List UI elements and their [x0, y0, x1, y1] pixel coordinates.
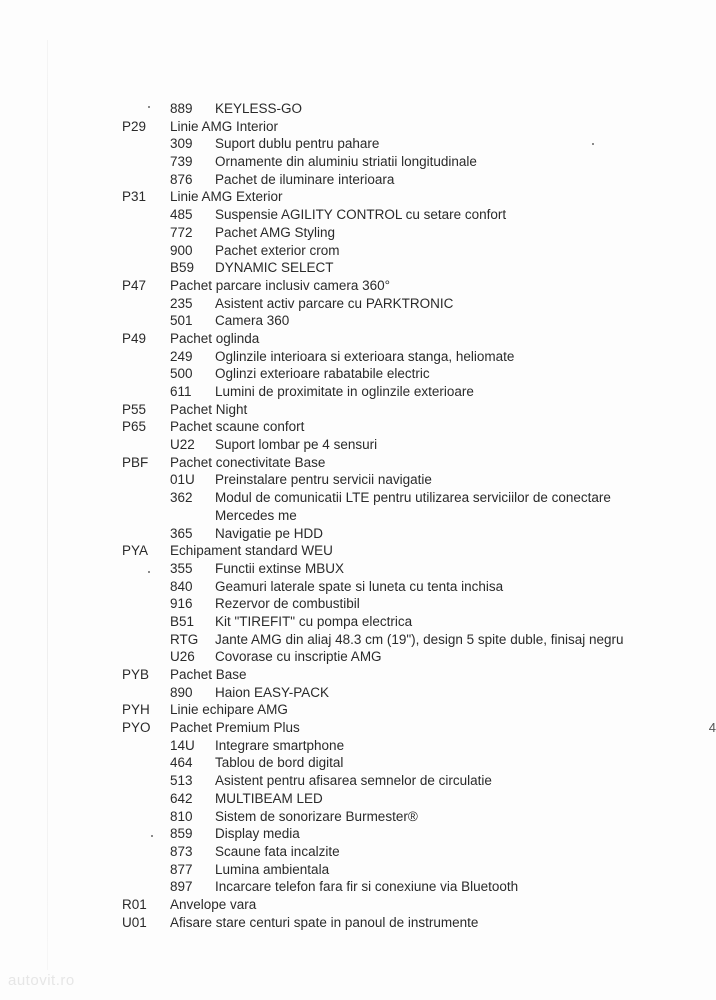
equipment-list	[0, 100, 716, 931]
option-code: 916	[170, 596, 193, 612]
package-row	[0, 277, 716, 295]
package-row	[0, 188, 716, 206]
option-code: RTG	[170, 631, 199, 647]
option-row	[0, 312, 716, 330]
option-code: 810	[170, 808, 193, 824]
package-label: Pachet conectivitate Base	[170, 454, 326, 470]
option-code: U26	[170, 649, 195, 665]
package-code: P55	[122, 401, 147, 417]
option-row	[0, 171, 716, 189]
option-label: KEYLESS-GO	[215, 101, 303, 116]
option-row	[0, 613, 716, 631]
option-label: Navigatie pe HDD	[215, 525, 324, 541]
package-label: Linie echipare AMG	[170, 702, 288, 718]
package-code: PYA	[122, 543, 149, 559]
option-code: 859	[170, 826, 193, 842]
option-row	[0, 878, 716, 896]
option-row	[0, 206, 716, 224]
option-row	[0, 808, 716, 826]
option-code: 309	[170, 136, 193, 152]
option-code: 362	[170, 490, 193, 506]
option-code: 739	[170, 154, 193, 170]
option-code: 611	[170, 384, 192, 399]
package-code: PYB	[122, 667, 150, 683]
option-label: Asistent pentru afisarea semnelor de circulatie	[215, 773, 492, 789]
package-row	[0, 418, 716, 436]
option-row	[0, 790, 716, 808]
option-label: Asistent activ parcare cu PARKTRONIC	[215, 295, 454, 311]
option-row	[0, 525, 716, 543]
option-code: 513	[170, 773, 193, 789]
option-row	[0, 365, 716, 383]
option-label: Preinstalare pentru servicii navigatie	[215, 472, 432, 488]
package-label: Linie AMG Exterior	[170, 189, 283, 205]
option-row	[0, 153, 716, 171]
option-code: 889	[170, 101, 193, 116]
option-row	[0, 772, 716, 790]
option-row	[0, 861, 716, 879]
option-row	[0, 595, 716, 613]
package-code: PYH	[122, 702, 150, 718]
option-label: Integrare smartphone	[215, 737, 345, 753]
package-code: R01	[122, 896, 147, 912]
option-row	[0, 100, 716, 118]
option-label: Lumini de proximitate in oglinzile exterioare	[215, 384, 474, 399]
option-row	[0, 489, 716, 524]
option-label: Pachet de iluminare interioara	[215, 171, 395, 187]
package-label: Pachet scaune confort	[170, 419, 305, 435]
option-code: 900	[170, 242, 193, 258]
package-label: Afisare stare centuri spate in panoul de instrumente	[170, 914, 479, 930]
package-row	[0, 542, 716, 560]
option-label: Suspensie AGILITY CONTROL cu setare confort	[215, 207, 507, 223]
option-code: 772	[170, 224, 193, 240]
package-label: Echipament standard WEU	[170, 543, 333, 559]
option-row	[0, 259, 716, 277]
option-code: 890	[170, 684, 193, 700]
option-row	[0, 843, 716, 861]
package-label: Pachet Base	[170, 667, 247, 683]
option-code: 873	[170, 843, 193, 859]
option-label: Functii extinse MBUX	[215, 560, 345, 576]
option-label: Rezervor de combustibil	[215, 596, 360, 612]
option-label: Jante AMG din aliaj 48.3 cm (19"), design 5 spite duble, finisaj negru	[215, 631, 624, 647]
package-label: Pachet Premium Plus	[170, 720, 300, 736]
option-code: 249	[170, 348, 193, 364]
option-row	[0, 578, 716, 596]
option-label: Pachet exterior crom	[215, 242, 340, 258]
watermark: autovit.ro	[8, 972, 75, 989]
option-code: B51	[170, 613, 195, 629]
option-row	[0, 224, 716, 242]
package-code: P49	[122, 330, 147, 346]
option-code: 877	[170, 861, 193, 877]
option-label: Oglinzi exterioare rabatabile electric	[215, 366, 430, 382]
option-code: 500	[170, 366, 193, 382]
package-row	[0, 118, 716, 136]
option-label: Ornamente din aluminiu striatii longitudinale	[215, 154, 477, 170]
option-row	[0, 684, 716, 702]
package-row	[0, 701, 716, 719]
option-label: Camera 360	[215, 313, 290, 329]
option-row	[0, 648, 716, 666]
option-code: 897	[170, 879, 193, 895]
option-row	[0, 383, 716, 401]
option-code: 365	[170, 525, 193, 541]
option-label: Incarcare telefon fara fir si conexiune via Bluetooth	[215, 879, 519, 895]
package-code: P47	[122, 277, 147, 293]
package-code: U01	[122, 914, 147, 930]
option-row	[0, 295, 716, 313]
option-label: Scaune fata incalzite	[215, 843, 340, 859]
package-label: Pachet Night	[170, 401, 248, 417]
option-label: Oglinzile interioara si exterioara stanga, heliomate	[215, 348, 515, 364]
option-code: B59	[170, 260, 195, 276]
option-code: 485	[170, 207, 193, 223]
option-code: 14U	[170, 737, 195, 753]
package-row	[0, 914, 716, 932]
package-code: P65	[122, 419, 147, 435]
option-label: MULTIBEAM LED	[215, 790, 323, 806]
package-label: Linie AMG Interior	[170, 118, 279, 134]
option-row	[0, 348, 716, 366]
option-label: Haion EASY-PACK	[215, 684, 330, 700]
package-code: P31	[122, 189, 147, 205]
option-row	[0, 436, 716, 454]
option-label: Suport lombar pe 4 sensuri	[215, 437, 378, 453]
option-label: Covorase cu inscriptie AMG	[215, 649, 382, 665]
package-row	[0, 454, 716, 472]
option-code: 876	[170, 171, 193, 187]
package-row	[0, 719, 716, 737]
option-label: Modul de comunicatii LTE pentru utilizarea serviciilor de conectare Mercedes me	[215, 490, 611, 523]
package-label: Pachet parcare inclusiv camera 360°	[170, 277, 391, 293]
option-label: Geamuri laterale spate si luneta cu tenta inchisa	[215, 578, 504, 594]
option-label: Tablou de bord digital	[215, 755, 344, 771]
option-row	[0, 560, 716, 578]
option-code: 235	[170, 295, 193, 311]
option-code: 501	[170, 313, 193, 329]
package-row	[0, 896, 716, 914]
option-label: Suport dublu pentru pahare	[215, 136, 380, 152]
package-code: PBF	[122, 454, 149, 470]
option-label: Sistem de sonorizare Burmester®	[215, 808, 418, 824]
package-code: P29	[122, 118, 147, 134]
package-row	[0, 330, 716, 348]
option-label: Lumina ambientala	[215, 861, 330, 877]
option-row	[0, 242, 716, 260]
option-code: 642	[170, 790, 193, 806]
option-label: Pachet AMG Styling	[215, 224, 336, 240]
option-code: U22	[170, 437, 195, 453]
option-label: DYNAMIC SELECT	[215, 260, 334, 276]
option-code: 01U	[170, 472, 195, 488]
option-code: 840	[170, 578, 193, 594]
edge-mark: 4	[708, 720, 716, 735]
package-label: Anvelope vara	[170, 896, 257, 912]
option-code: 355	[170, 560, 193, 576]
option-row	[0, 825, 716, 843]
package-code: PYO	[122, 720, 151, 736]
package-label: Pachet oglinda	[170, 330, 260, 346]
option-code: 464	[170, 755, 193, 771]
option-row	[0, 737, 716, 755]
package-row	[0, 401, 716, 419]
package-row	[0, 666, 716, 684]
option-row	[0, 471, 716, 489]
option-row	[0, 754, 716, 772]
option-row	[0, 135, 716, 153]
option-label: Display media	[215, 826, 300, 842]
option-label: Kit "TIREFIT" cu pompa electrica	[215, 613, 413, 629]
option-row	[0, 631, 716, 649]
